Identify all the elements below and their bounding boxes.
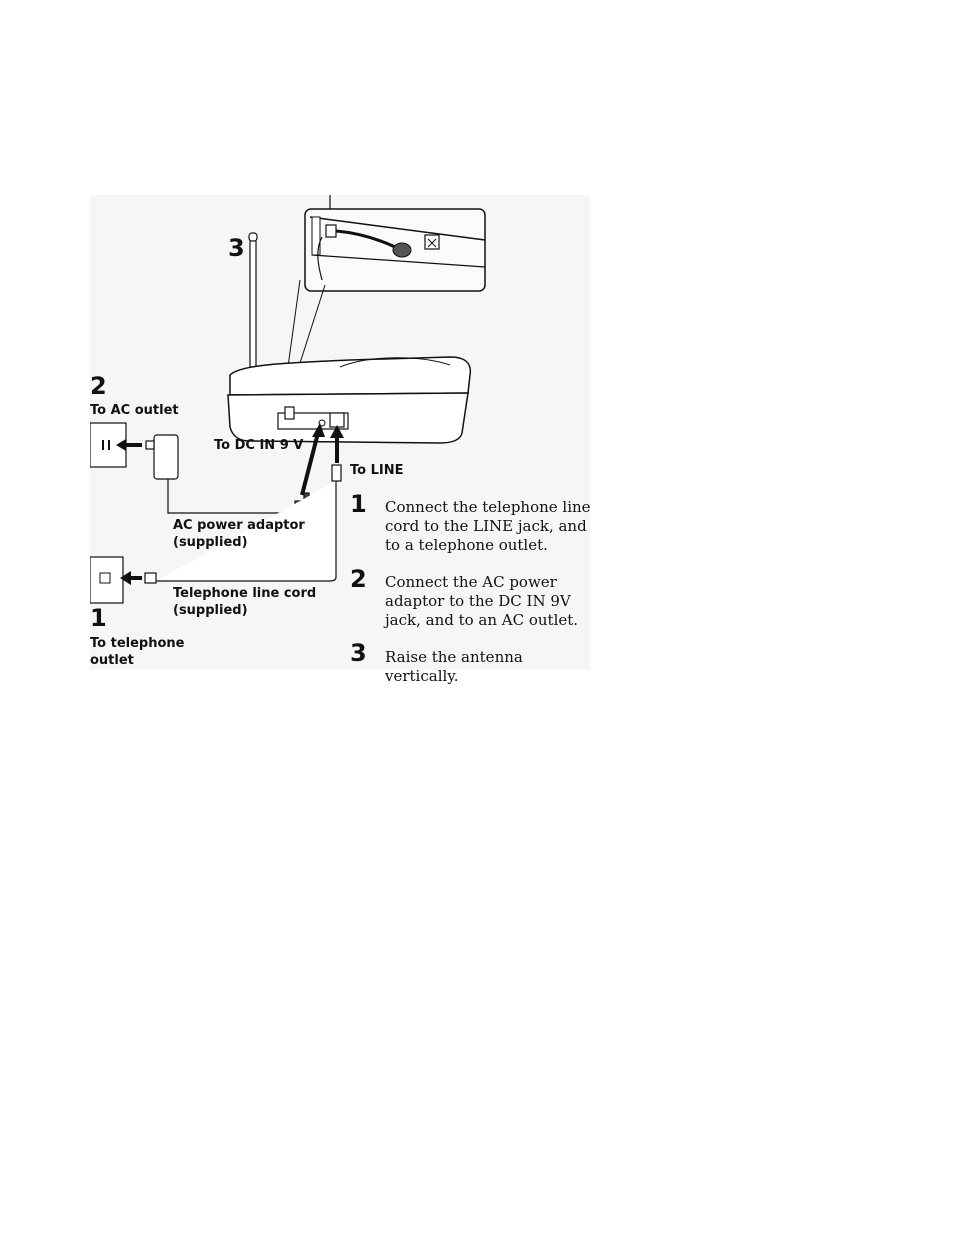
to-line-label: To LINE — [350, 463, 404, 478]
to-telephone-outlet-label: To telephone — [90, 636, 185, 651]
ac-adaptor-supplied-label: (supplied) — [173, 535, 248, 550]
to-dc-in-label: To DC IN 9 V — [214, 438, 304, 453]
to-telephone-outlet-label-2: outlet — [90, 653, 134, 668]
inset-closeup — [305, 195, 485, 291]
ac-step-number: 2 — [90, 372, 107, 400]
antenna — [249, 233, 257, 367]
antenna-step-number: 3 — [228, 234, 245, 262]
telephone-cord-supplied-label: (supplied) — [173, 603, 248, 618]
connection-illustration — [90, 195, 591, 685]
base-unit — [228, 357, 470, 443]
step-1-number: 1 — [350, 490, 367, 518]
step-3-number: 3 — [350, 639, 367, 667]
telephone-step-number: 1 — [90, 604, 107, 632]
step-2-text: Connect the AC power adaptor to the DC IN 9V jack, and to an AC outlet. — [385, 573, 579, 629]
to-ac-outlet-label: To AC outlet — [90, 403, 179, 418]
telephone-cord-label: Telephone line cord — [173, 586, 317, 601]
step-1-text: Connect the telephone line cord to the LINE jack, and to a telephone outlet. — [385, 498, 591, 554]
step-2-number: 2 — [350, 565, 367, 593]
step-3-text: Raise the antenna vertically. — [385, 648, 523, 685]
ac-adaptor-label: AC power adaptor — [173, 518, 305, 533]
telephone-outlet — [90, 557, 123, 603]
